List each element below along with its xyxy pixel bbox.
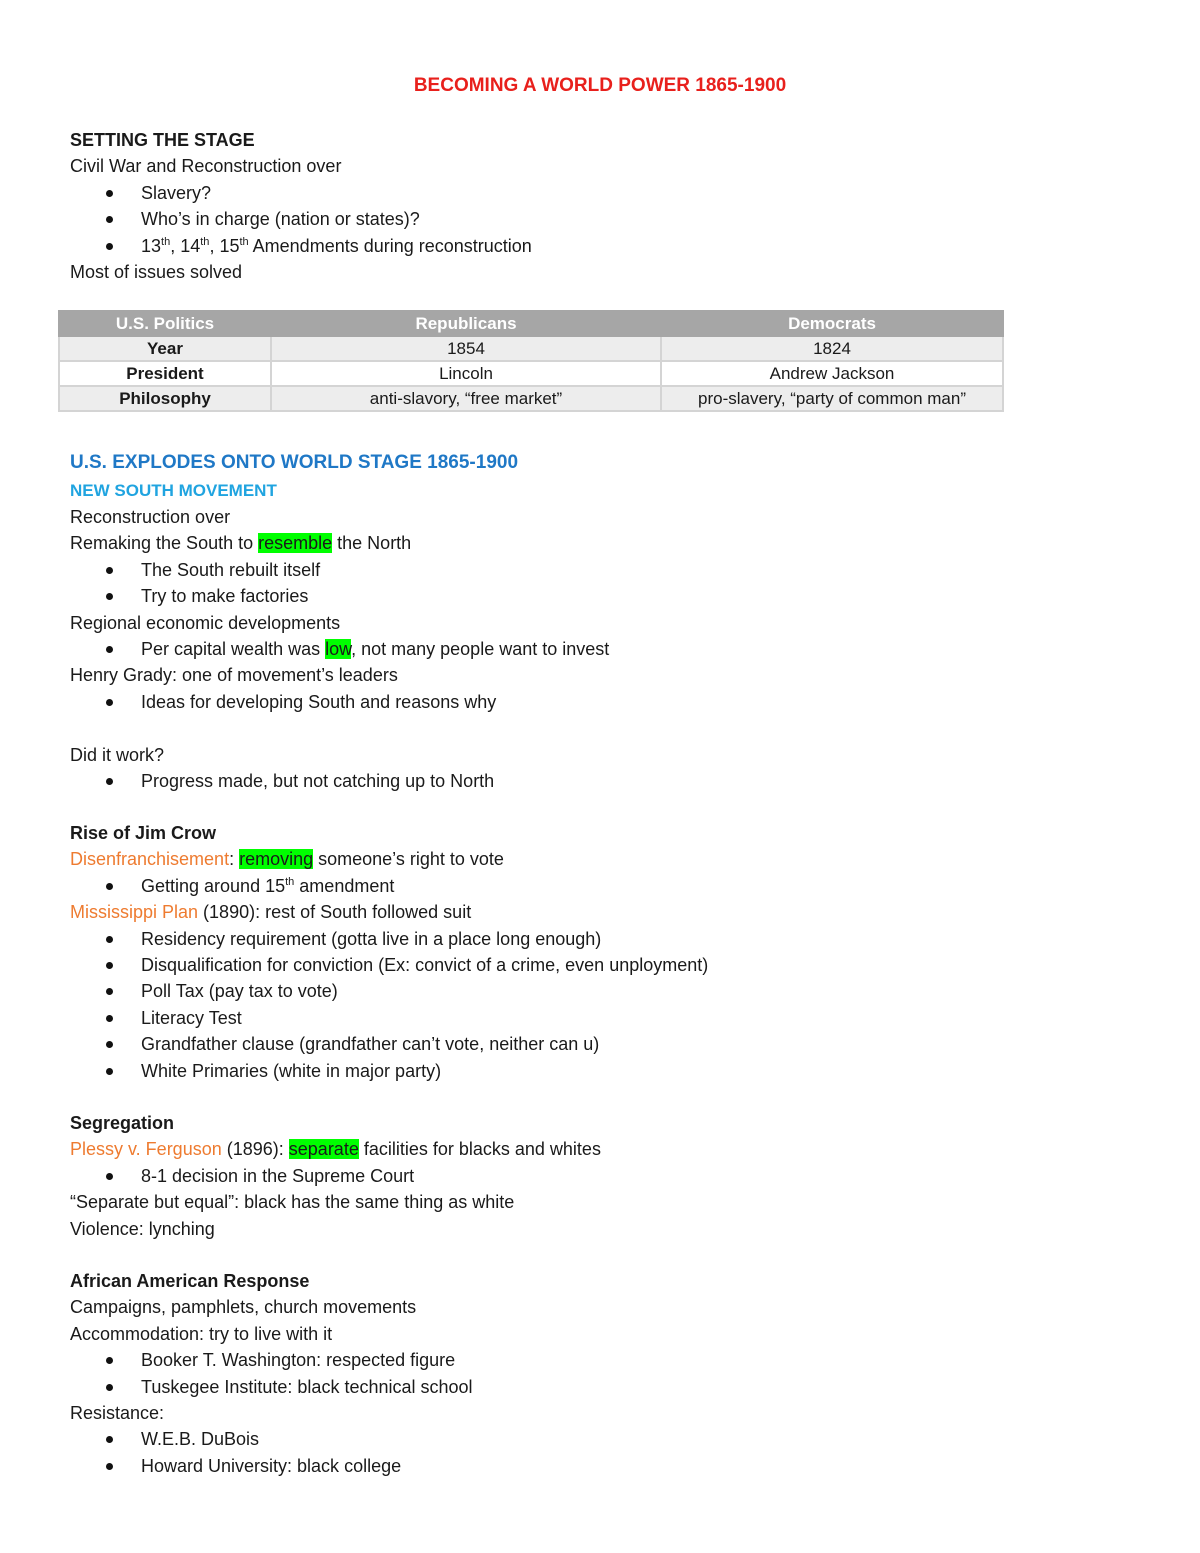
term: Disenfranchisement	[70, 849, 230, 870]
politics-table	[58, 310, 1004, 412]
table-cell: pro-slavery, “party of common man”	[661, 386, 1003, 411]
table-header-row	[59, 311, 1003, 336]
list-item: Disqualification for conviction (Ex: convict of a crime, even unployment)	[70, 952, 1130, 978]
table-row	[59, 386, 1003, 411]
text: Remaking the South to	[70, 533, 259, 554]
list-item	[70, 636, 1130, 662]
text: facilities for blacks and whites	[358, 1139, 601, 1160]
list-item: 8-1 decision in the Supreme Court	[70, 1163, 1130, 1189]
new-south-section	[70, 449, 1130, 794]
list-item	[70, 873, 1130, 899]
table-row-label: Year	[59, 336, 271, 361]
text: Amendments during reconstruction	[248, 235, 532, 256]
list-item: Grandfather clause (grandfather can’t vote, neither can u)	[70, 1031, 1130, 1057]
paragraph: Resistance:	[70, 1402, 165, 1423]
text: the North	[332, 533, 412, 554]
list-item: White Primaries (white in major party)	[70, 1058, 1130, 1084]
paragraph: Campaigns, pamphlets, church movements	[70, 1297, 417, 1318]
list-item: W.E.B. DuBois	[70, 1426, 1130, 1452]
document-title: BECOMING A WORLD POWER 1865-1900	[413, 75, 787, 96]
text: , 14	[170, 235, 201, 256]
table-row-label: President	[59, 361, 271, 386]
text: :	[229, 849, 240, 870]
text: 13	[141, 235, 162, 256]
paragraph	[70, 530, 1130, 556]
paragraph: Violence: lynching	[70, 1218, 215, 1239]
list-item: Tuskegee Institute: black technical school	[70, 1374, 1130, 1400]
superscript: th	[161, 235, 171, 248]
jim-crow-section	[70, 820, 1130, 1084]
list-item: Booker T. Washington: respected figure	[70, 1347, 1130, 1373]
list-item: Who’s in charge (nation or states)?	[70, 206, 1130, 232]
section-heading: Rise of Jim Crow	[70, 823, 217, 843]
list-item: Poll Tax (pay tax to vote)	[70, 978, 1130, 1004]
term: Plessy v. Ferguson	[70, 1139, 222, 1160]
text: (1896):	[221, 1139, 289, 1160]
paragraph: Henry Grady: one of movement’s leaders	[70, 665, 398, 686]
list-item: Ideas for developing South and reasons why	[70, 689, 1130, 715]
segregation-section	[70, 1110, 1130, 1242]
list-item: Literacy Test	[70, 1005, 1130, 1031]
table-cell: 1824	[661, 336, 1003, 361]
table-row	[59, 361, 1003, 386]
text: , not many people want to invest	[351, 638, 610, 659]
setting-the-stage-section	[70, 127, 1130, 285]
superscript: th	[239, 235, 249, 248]
list-item: Slavery?	[70, 180, 1130, 206]
table-header-cell: Republicans	[271, 311, 661, 336]
african-american-response-section	[70, 1268, 1130, 1479]
section-heading: African American Response	[70, 1271, 310, 1291]
highlighted-text: separate	[288, 1139, 359, 1160]
table-cell: 1854	[271, 336, 661, 361]
section-heading: U.S. EXPLODES ONTO WORLD STAGE 1865-1900	[70, 452, 519, 473]
paragraph	[70, 846, 1130, 872]
paragraph: “Separate but equal”: black has the same thing as white	[70, 1192, 515, 1213]
table-header-cell: U.S. Politics	[59, 311, 271, 336]
paragraph	[70, 1136, 1130, 1162]
paragraph: Reconstruction over	[70, 507, 231, 527]
text: Getting around 15	[141, 875, 286, 896]
highlighted-text: low	[325, 638, 352, 659]
list-item: Try to make factories	[70, 583, 1130, 609]
spacer	[70, 715, 1130, 741]
paragraph: Did it work?	[70, 744, 165, 765]
highlighted-text: removing	[239, 849, 314, 870]
table-cell: anti-slavory, “free market”	[271, 386, 661, 411]
paragraph: Accommodation: try to live with it	[70, 1323, 333, 1344]
text: Per capital wealth was	[141, 638, 326, 659]
term: Mississippi Plan	[70, 902, 199, 923]
list-item: Progress made, but not catching up to North	[70, 768, 1130, 794]
table-cell: Andrew Jackson	[661, 361, 1003, 386]
table-row	[59, 336, 1003, 361]
list-item-amendments	[70, 233, 1130, 259]
text: someone’s right to vote	[313, 849, 504, 870]
paragraph: Regional economic developments	[70, 612, 341, 633]
superscript: th	[200, 235, 210, 248]
table-cell: Lincoln	[271, 361, 661, 386]
text: (1890): rest of South followed suit	[198, 902, 472, 923]
highlighted-text: resemble	[258, 533, 333, 554]
paragraph: Most of issues solved	[70, 261, 243, 282]
section-heading: SETTING THE STAGE	[70, 130, 255, 150]
list-item: Howard University: black college	[70, 1453, 1130, 1479]
paragraph	[70, 899, 1130, 925]
table-row-label: Philosophy	[59, 386, 271, 411]
text: , 15	[209, 235, 240, 256]
list-item: Residency requirement (gotta live in a place long enough)	[70, 926, 1130, 952]
list-item: The South rebuilt itself	[70, 557, 1130, 583]
section-heading: Segregation	[70, 1113, 175, 1133]
subsection-heading: NEW SOUTH MOVEMENT	[70, 481, 277, 500]
paragraph: Civil War and Reconstruction over	[70, 156, 342, 177]
table-header-cell: Democrats	[661, 311, 1003, 336]
text: amendment	[294, 875, 395, 896]
superscript: th	[285, 875, 295, 888]
